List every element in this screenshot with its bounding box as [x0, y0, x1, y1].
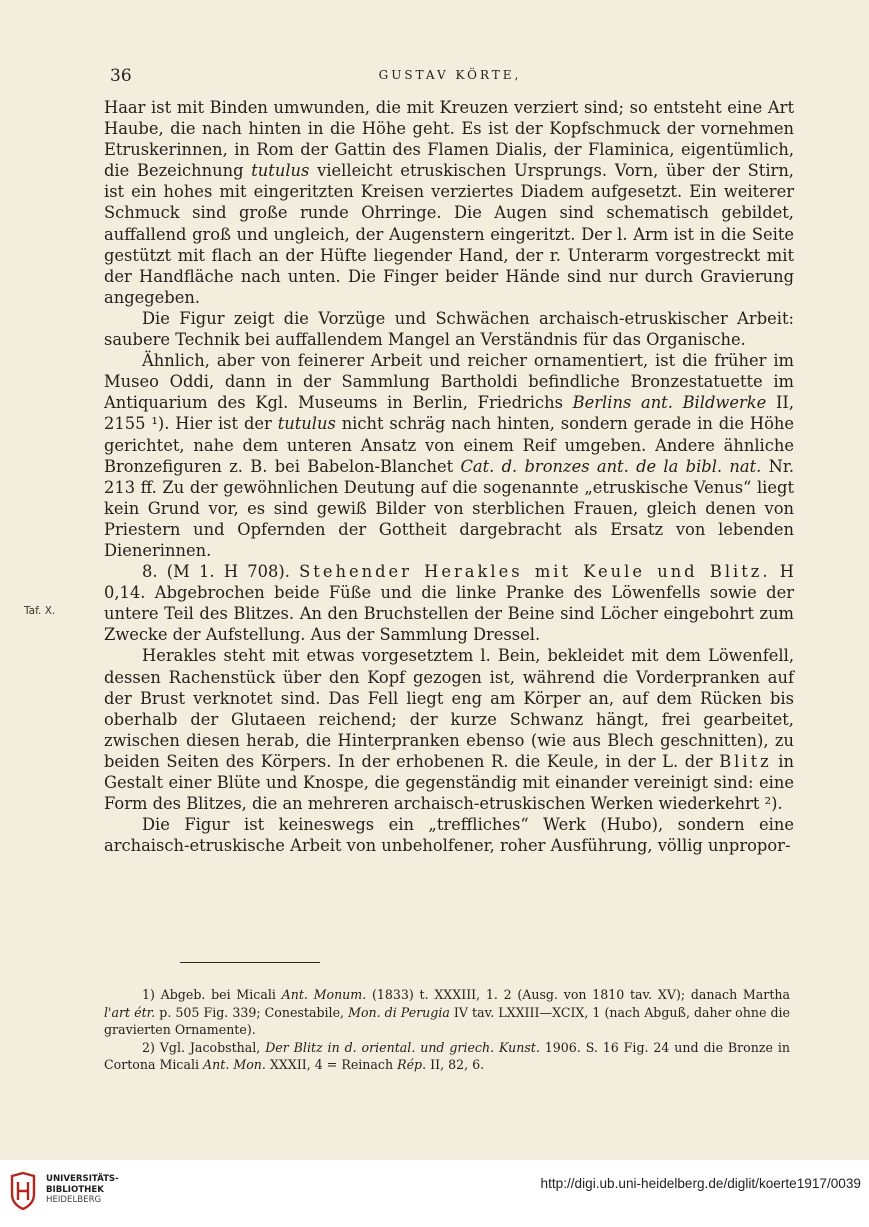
text-run: Berlins ant. Bildwerke [572, 393, 767, 413]
text-run: II, 2155 ¹). Hier ist der [104, 393, 794, 434]
text-run: tutulus [277, 414, 336, 434]
paragraph-1 [104, 97, 794, 308]
entry-title: Stehender Herakles mit Keule und Blitz. [299, 562, 771, 582]
text-run: (1833) t. XXXIII, 1. 2 (Ausg. von 1810 tav. XV); danach Martha [366, 987, 790, 1002]
text-run: Ant. Mon. [203, 1057, 266, 1073]
text-run: vielleicht etruskischen Ursprungs. Vorn, über der Stirn, ist ein hohes mit eingeritzten Kreisen verziertes Diadem aufgesetzt. Ein weiterer Schmuck sind große runde Ohrringe. Die Augen sind schematisch gebildet, auffallend groß und ungleich, der Augenstern eingeritzt. Der l. Arm ist in die Seite gestützt mit flach an der Hüfte liegender Hand, der r. Unterarm vorgestreckt mit der Handfläche nach unten. Die Finger beider Hände sind nur durch Gravierung angegeben. [104, 161, 794, 307]
library-name [46, 1174, 119, 1206]
text-run: HEIDELBERG [46, 1195, 102, 1205]
footnote-divider [180, 962, 320, 963]
footnote-2 [104, 1039, 790, 1074]
paragraph-5 [104, 645, 794, 814]
text-run: Der Blitz in d. oriental. und griech. Kunst. [265, 1039, 540, 1055]
text-run: Ant. Monum. [281, 987, 367, 1002]
text-run: Ähnlich, aber von feinerer Arbeit und reicher ornamentiert, ist die früher im Museo Oddi, dann in der Sammlung Bartholdi befindliche Bronzestatuette im Antiquarium des Kgl. Museums in Berlin, Friedrichs [104, 351, 794, 413]
page-number: 36 [110, 66, 132, 86]
text-run: 1906. S. 16 Fig. 24 und die Bronze in Cortona Micali [104, 1039, 790, 1073]
margin-note: Taf. X. [24, 605, 56, 617]
footnote-1 [104, 986, 790, 1039]
viewer-footer [0, 1160, 869, 1227]
paragraph-6: Die Figur ist keineswegs ein „treffliches“ Werk (Hubo), sondern eine archaisch-etruskische Arbeit von unbeholfener, roher Ausführung, völlig unpropor- [104, 815, 794, 856]
text-run: l'art étr. [104, 1004, 156, 1020]
text-run: Cat. d. bronzes ant. de la bibl. nat. [460, 456, 762, 476]
text-run: Mon. di Perugia [348, 1004, 450, 1020]
text-run: 2) Vgl. Jacobsthal, [142, 1039, 266, 1055]
text-run: 8. (M 1. H 708). [142, 562, 300, 582]
paragraph-4-catalog-entry [104, 561, 794, 645]
text-run: IV tav. LXXIII—XCIX, 1 (nach Abguß, daher ohne die gravierten Ornamente). [104, 1004, 790, 1038]
text-run: II, 82, 6. [426, 1057, 485, 1073]
university-library-logo-icon [9, 1172, 37, 1210]
text-run: Rép. [397, 1057, 427, 1073]
permalink-url[interactable]: http://digi.ub.uni-heidelberg.de/diglit/koerte1917/0039 [540, 1176, 861, 1191]
text-run: tutulus [251, 161, 310, 181]
text-run: BIBLIOTHEK [46, 1184, 104, 1195]
text-run: in Gestalt einer Blüte und Knospe, die gegenständig mit einander vereinigt sind: eine Form des Blitzes, die an mehreren archaisch-etruskischen Werken wiederkehrt ²). [104, 751, 794, 814]
text-run: Haar ist mit Binden umwunden, die mit Kreuzen verziert sind; so entsteht eine Art Haube, die nach hinten in die Höhe geht. Es ist der Kopfschmuck der vornehmen Etruskerinnen, in Rom der Gattin des Flamen Dialis, der Flaminica, eigentümlich, die Bezeichnung [104, 98, 794, 181]
text-run: p. 505 Fig. 339; Conestabile, [155, 1004, 349, 1020]
text-run: nicht schräg nach hinten, sondern gerade in die Höhe gerichtet, nahe dem unteren Ansatz von einem Reif umgeben. Andere ähnliche Bronzefiguren z. B. bei Babelon-Blanchet [104, 414, 794, 476]
text-run: 1) Abgeb. bei Micali [142, 987, 282, 1002]
footnotes [104, 986, 790, 1074]
text-run: H 0,14. Abgebrochen beide Füße und die linke Pranke des Löwenfells sowie der untere Teil des Blitzes. An den Bruchstellen der Beine sind Löcher eingebohrt zum Zwecke der Aufstellung. Aus der Sammlung Dressel. [104, 562, 794, 645]
text-run: UNIVERSITÄTS- [46, 1174, 119, 1184]
text-run: Nr. 213 ff. Zu der gewöhnlichen Deutung auf die sogenannte „etruskische Venus“ liegt kein Grund vor, es sind gewiß Bilder von sterblichen Frauen, gleich denen von Priestern und Opfernden der Gottheit dargebracht als Ersatz von lebenden Dienerinnen. [104, 456, 795, 560]
text-run: XXXII, 4 = Reinach [265, 1057, 398, 1073]
paragraph-3 [104, 350, 794, 561]
text-run: Blitz [719, 751, 772, 771]
text-run: Herakles steht mit etwas vorgesetztem l. Bein, bekleidet mit dem Löwenfell, dessen Rachenstück über den Kopf gezogen ist, während die Vorderpranken auf der Brust verknotet sind. Das Fell liegt eng am Körper an, auf dem Rücken bis oberhalb der Glutaeen reichend; der kurze Schwanz hängt, frei gearbeitet, zwischen diesen herab, die Hinterpranken ebenso (wie aus Blech geschnitten), zu beiden Seiten des Körpers. In der erhobenen R. die Keule, in der L. der [104, 646, 794, 771]
running-head: GUSTAV KÖRTE, [378, 68, 522, 82]
main-text [104, 97, 794, 856]
paragraph-2: Die Figur zeigt die Vorzüge und Schwächen archaisch-etruskischer Arbeit: saubere Technik bei auffallendem Mangel an Verständnis für das Organische. [104, 308, 794, 350]
page-header [110, 66, 790, 88]
